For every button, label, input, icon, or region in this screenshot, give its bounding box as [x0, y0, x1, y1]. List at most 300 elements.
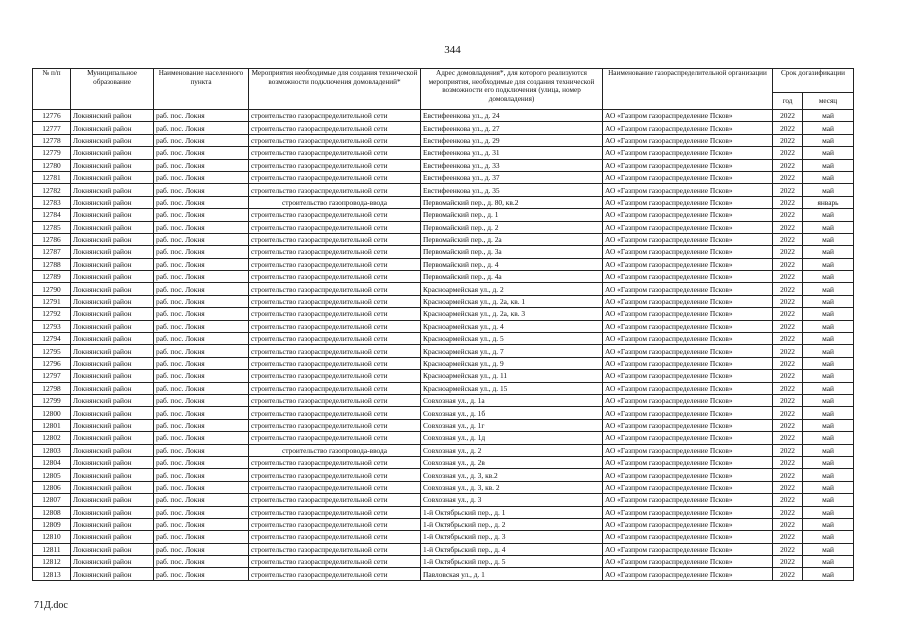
year-cell: 2022 — [773, 171, 803, 183]
month-cell: май — [803, 394, 854, 406]
header-org: Наименование газораспределительной организации — [603, 69, 773, 110]
settlement-cell: раб. пос. Локня — [154, 394, 249, 406]
table-row — [33, 518, 854, 530]
municipality-cell: Локнянский район — [71, 233, 154, 245]
organization-cell: АО «Газпром газораспределение Псков» — [603, 271, 773, 283]
organization-cell: АО «Газпром газораспределение Псков» — [603, 556, 773, 568]
gasification-table — [32, 68, 854, 581]
address-cell: Павловская ул., д. 1 — [421, 568, 603, 580]
settlement-cell: раб. пос. Локня — [154, 506, 249, 518]
municipality-cell: Локнянский район — [71, 221, 154, 233]
measures-cell: строительство газораспределительной сети — [249, 531, 421, 543]
year-cell: 2022 — [773, 481, 803, 493]
row-number: 12780 — [33, 159, 71, 171]
organization-cell: АО «Газпром газораспределение Псков» — [603, 333, 773, 345]
row-number: 12779 — [33, 147, 71, 159]
year-cell: 2022 — [773, 295, 803, 307]
row-number: 12805 — [33, 469, 71, 481]
month-cell: май — [803, 382, 854, 394]
settlement-cell: раб. пос. Локня — [154, 196, 249, 208]
year-cell: 2022 — [773, 258, 803, 270]
table-row — [33, 481, 854, 493]
address-cell: Евстифеенкова ул., д. 33 — [421, 159, 603, 171]
year-cell: 2022 — [773, 271, 803, 283]
address-cell: Совхозная ул., д. 1д — [421, 432, 603, 444]
measures-cell: строительство газораспределительной сети — [249, 122, 421, 134]
municipality-cell: Локнянский район — [71, 531, 154, 543]
organization-cell: АО «Газпром газораспределение Псков» — [603, 320, 773, 332]
settlement-cell: раб. пос. Локня — [154, 568, 249, 580]
address-cell: 1-й Октябрьский пер., д. 1 — [421, 506, 603, 518]
month-cell: май — [803, 122, 854, 134]
measures-cell: строительство газораспределительной сети — [249, 233, 421, 245]
table-row — [33, 370, 854, 382]
organization-cell: АО «Газпром газораспределение Псков» — [603, 394, 773, 406]
table-body — [33, 110, 854, 581]
organization-cell: АО «Газпром газораспределение Псков» — [603, 506, 773, 518]
table-row — [33, 407, 854, 419]
measures-cell: строительство газораспределительной сети — [249, 308, 421, 320]
settlement-cell: раб. пос. Локня — [154, 407, 249, 419]
year-cell: 2022 — [773, 419, 803, 431]
measures-cell: строительство газораспределительной сети — [249, 320, 421, 332]
year-cell: 2022 — [773, 159, 803, 171]
organization-cell: АО «Газпром газораспределение Псков» — [603, 184, 773, 196]
year-cell: 2022 — [773, 333, 803, 345]
table-row — [33, 295, 854, 307]
settlement-cell: раб. пос. Локня — [154, 494, 249, 506]
municipality-cell: Локнянский район — [71, 444, 154, 456]
settlement-cell: раб. пос. Локня — [154, 370, 249, 382]
measures-cell: строительство газораспределительной сети — [249, 258, 421, 270]
header-address: Адрес домовладения*, для которого реализуются мероприятия, необходимые для создания технической возможности его подключения (улица, номер домовладения) — [421, 69, 603, 110]
month-cell: май — [803, 233, 854, 245]
month-cell: май — [803, 494, 854, 506]
measures-cell: строительство газораспределительной сети — [249, 419, 421, 431]
table-row — [33, 134, 854, 146]
table-row — [33, 221, 854, 233]
header-measures: Мероприятия необходимые для создания технической возможности подключения домовладений* — [249, 69, 421, 110]
year-cell: 2022 — [773, 456, 803, 468]
organization-cell: АО «Газпром газораспределение Псков» — [603, 258, 773, 270]
month-cell: май — [803, 531, 854, 543]
month-cell: май — [803, 370, 854, 382]
year-cell: 2022 — [773, 320, 803, 332]
year-cell: 2022 — [773, 233, 803, 245]
year-cell: 2022 — [773, 122, 803, 134]
row-number: 12789 — [33, 271, 71, 283]
year-cell: 2022 — [773, 209, 803, 221]
measures-cell: строительство газораспределительной сети — [249, 568, 421, 580]
row-number: 12781 — [33, 171, 71, 183]
settlement-cell: раб. пос. Локня — [154, 469, 249, 481]
table-row — [33, 506, 854, 518]
page-number: 344 — [444, 44, 461, 56]
year-cell: 2022 — [773, 196, 803, 208]
measures-cell: строительство газораспределительной сети — [249, 333, 421, 345]
municipality-cell: Локнянский район — [71, 345, 154, 357]
municipality-cell: Локнянский район — [71, 370, 154, 382]
address-cell: Красноармейская ул., д. 2а, кв. 1 — [421, 295, 603, 307]
municipality-cell: Локнянский район — [71, 308, 154, 320]
address-cell: Первомайский пер., д. 1 — [421, 209, 603, 221]
organization-cell: АО «Газпром газораспределение Псков» — [603, 494, 773, 506]
row-number: 12797 — [33, 370, 71, 382]
year-cell: 2022 — [773, 494, 803, 506]
table-row — [33, 345, 854, 357]
address-cell: Совхозная ул., д. 2 — [421, 444, 603, 456]
settlement-cell: раб. пос. Локня — [154, 233, 249, 245]
settlement-cell: раб. пос. Локня — [154, 531, 249, 543]
municipality-cell: Локнянский район — [71, 506, 154, 518]
settlement-cell: раб. пос. Локня — [154, 556, 249, 568]
measures-cell: строительство газораспределительной сети — [249, 518, 421, 530]
address-cell: Красноармейская ул., д. 7 — [421, 345, 603, 357]
measures-cell: строительство газораспределительной сети — [249, 370, 421, 382]
organization-cell: АО «Газпром газораспределение Псков» — [603, 456, 773, 468]
municipality-cell: Локнянский район — [71, 456, 154, 468]
settlement-cell: раб. пос. Локня — [154, 333, 249, 345]
year-cell: 2022 — [773, 407, 803, 419]
measures-cell: строительство газораспределительной сети — [249, 357, 421, 369]
table-row — [33, 556, 854, 568]
measures-cell: строительство газораспределительной сети — [249, 456, 421, 468]
organization-cell: АО «Газпром газораспределение Псков» — [603, 543, 773, 555]
month-cell: май — [803, 568, 854, 580]
municipality-cell: Локнянский район — [71, 419, 154, 431]
organization-cell: АО «Газпром газораспределение Псков» — [603, 233, 773, 245]
municipality-cell: Локнянский район — [71, 110, 154, 122]
organization-cell: АО «Газпром газораспределение Псков» — [603, 283, 773, 295]
organization-cell: АО «Газпром газораспределение Псков» — [603, 209, 773, 221]
organization-cell: АО «Газпром газораспределение Псков» — [603, 134, 773, 146]
measures-cell: строительство газораспределительной сети — [249, 283, 421, 295]
row-number: 12810 — [33, 531, 71, 543]
footer-filename: 71Д.doc — [34, 600, 68, 611]
month-cell: май — [803, 271, 854, 283]
settlement-cell: раб. пос. Локня — [154, 308, 249, 320]
settlement-cell: раб. пос. Локня — [154, 221, 249, 233]
settlement-cell: раб. пос. Локня — [154, 271, 249, 283]
municipality-cell: Локнянский район — [71, 271, 154, 283]
row-number: 12793 — [33, 320, 71, 332]
month-cell: май — [803, 147, 854, 159]
row-number: 12785 — [33, 221, 71, 233]
table-row — [33, 333, 854, 345]
table-row — [33, 271, 854, 283]
row-number: 12803 — [33, 444, 71, 456]
municipality-cell: Локнянский район — [71, 171, 154, 183]
address-cell: Совхозная ул., д. 1г — [421, 419, 603, 431]
table-row — [33, 258, 854, 270]
month-cell: май — [803, 556, 854, 568]
row-number: 12791 — [33, 295, 71, 307]
municipality-cell: Локнянский район — [71, 333, 154, 345]
measures-cell: строительство газопровода-ввода — [249, 196, 421, 208]
measures-cell: строительство газораспределительной сети — [249, 134, 421, 146]
year-cell: 2022 — [773, 506, 803, 518]
settlement-cell: раб. пос. Локня — [154, 134, 249, 146]
municipality-cell: Локнянский район — [71, 122, 154, 134]
measures-cell: строительство газопровода-ввода — [249, 444, 421, 456]
row-number: 12801 — [33, 419, 71, 431]
address-cell: Совхозная ул., д. 3 — [421, 494, 603, 506]
year-cell: 2022 — [773, 110, 803, 122]
measures-cell: строительство газораспределительной сети — [249, 543, 421, 555]
municipality-cell: Локнянский район — [71, 196, 154, 208]
settlement-cell: раб. пос. Локня — [154, 456, 249, 468]
measures-cell: строительство газораспределительной сети — [249, 171, 421, 183]
row-number: 12808 — [33, 506, 71, 518]
address-cell: Красноармейская ул., д. 2 — [421, 283, 603, 295]
organization-cell: АО «Газпром газораспределение Псков» — [603, 295, 773, 307]
address-cell: Первомайский пер., д. 4 — [421, 258, 603, 270]
row-number: 12788 — [33, 258, 71, 270]
address-cell: 1-й Октябрьский пер., д. 4 — [421, 543, 603, 555]
measures-cell: строительство газораспределительной сети — [249, 556, 421, 568]
municipality-cell: Локнянский район — [71, 147, 154, 159]
table-row — [33, 432, 854, 444]
municipality-cell: Локнянский район — [71, 134, 154, 146]
organization-cell: АО «Газпром газораспределение Псков» — [603, 531, 773, 543]
row-number: 12782 — [33, 184, 71, 196]
organization-cell: АО «Газпром газораспределение Псков» — [603, 481, 773, 493]
municipality-cell: Локнянский район — [71, 543, 154, 555]
row-number: 12783 — [33, 196, 71, 208]
month-cell: май — [803, 209, 854, 221]
measures-cell: строительство газораспределительной сети — [249, 481, 421, 493]
address-cell: Красноармейская ул., д. 9 — [421, 357, 603, 369]
settlement-cell: раб. пос. Локня — [154, 518, 249, 530]
organization-cell: АО «Газпром газораспределение Псков» — [603, 147, 773, 159]
month-cell: май — [803, 171, 854, 183]
organization-cell: АО «Газпром газораспределение Псков» — [603, 357, 773, 369]
settlement-cell: раб. пос. Локня — [154, 122, 249, 134]
month-cell: май — [803, 320, 854, 332]
year-cell: 2022 — [773, 246, 803, 258]
month-cell: май — [803, 333, 854, 345]
measures-cell: строительство газораспределительной сети — [249, 147, 421, 159]
year-cell: 2022 — [773, 444, 803, 456]
row-number: 12798 — [33, 382, 71, 394]
organization-cell: АО «Газпром газораспределение Псков» — [603, 345, 773, 357]
municipality-cell: Локнянский район — [71, 295, 154, 307]
month-cell: январь — [803, 196, 854, 208]
organization-cell: АО «Газпром газораспределение Псков» — [603, 110, 773, 122]
year-cell: 2022 — [773, 531, 803, 543]
settlement-cell: раб. пос. Локня — [154, 283, 249, 295]
month-cell: май — [803, 543, 854, 555]
measures-cell: строительство газораспределительной сети — [249, 506, 421, 518]
organization-cell: АО «Газпром газораспределение Псков» — [603, 221, 773, 233]
measures-cell: строительство газораспределительной сети — [249, 246, 421, 258]
year-cell: 2022 — [773, 568, 803, 580]
settlement-cell: раб. пос. Локня — [154, 382, 249, 394]
measures-cell: строительство газораспределительной сети — [249, 394, 421, 406]
table-row — [33, 394, 854, 406]
municipality-cell: Локнянский район — [71, 320, 154, 332]
table-row — [33, 110, 854, 122]
table-row — [33, 308, 854, 320]
municipality-cell: Локнянский район — [71, 357, 154, 369]
settlement-cell: раб. пос. Локня — [154, 432, 249, 444]
row-number: 12807 — [33, 494, 71, 506]
month-cell: май — [803, 246, 854, 258]
table-row — [33, 283, 854, 295]
table-row — [33, 456, 854, 468]
table-row — [33, 568, 854, 580]
month-cell: май — [803, 357, 854, 369]
organization-cell: АО «Газпром газораспределение Псков» — [603, 518, 773, 530]
header-municipality: Муниципальное образование — [71, 69, 154, 110]
address-cell: Евстифеенкова ул., д. 31 — [421, 147, 603, 159]
year-cell: 2022 — [773, 518, 803, 530]
month-cell: май — [803, 469, 854, 481]
table-row — [33, 246, 854, 258]
month-cell: май — [803, 506, 854, 518]
municipality-cell: Локнянский район — [71, 432, 154, 444]
measures-cell: строительство газораспределительной сети — [249, 407, 421, 419]
municipality-cell: Локнянский район — [71, 258, 154, 270]
year-cell: 2022 — [773, 543, 803, 555]
year-cell: 2022 — [773, 394, 803, 406]
month-cell: май — [803, 432, 854, 444]
row-number: 12813 — [33, 568, 71, 580]
settlement-cell: раб. пос. Локня — [154, 159, 249, 171]
month-cell: май — [803, 308, 854, 320]
municipality-cell: Локнянский район — [71, 494, 154, 506]
table-row — [33, 209, 854, 221]
organization-cell: АО «Газпром газораспределение Псков» — [603, 159, 773, 171]
organization-cell: АО «Газпром газораспределение Псков» — [603, 196, 773, 208]
municipality-cell: Локнянский район — [71, 283, 154, 295]
table-row — [33, 196, 854, 208]
row-number: 12796 — [33, 357, 71, 369]
table-row — [33, 233, 854, 245]
address-cell: Совхозная ул., д. 3, кв.2 — [421, 469, 603, 481]
row-number: 12802 — [33, 432, 71, 444]
table-row — [33, 494, 854, 506]
settlement-cell: раб. пос. Локня — [154, 444, 249, 456]
header-num: № п/п — [33, 69, 71, 110]
address-cell: 1-й Октябрьский пер., д. 3 — [421, 531, 603, 543]
month-cell: май — [803, 518, 854, 530]
table-row — [33, 184, 854, 196]
table-row — [33, 147, 854, 159]
table-row — [33, 531, 854, 543]
settlement-cell: раб. пос. Локня — [154, 345, 249, 357]
address-cell: Первомайский пер., д. 2 — [421, 221, 603, 233]
address-cell: Красноармейская ул., д. 11 — [421, 370, 603, 382]
year-cell: 2022 — [773, 382, 803, 394]
month-cell: май — [803, 134, 854, 146]
municipality-cell: Локнянский район — [71, 518, 154, 530]
table-row — [33, 320, 854, 332]
organization-cell: АО «Газпром газораспределение Псков» — [603, 308, 773, 320]
address-cell: Первомайский пер., д. 2а — [421, 233, 603, 245]
settlement-cell: раб. пос. Локня — [154, 295, 249, 307]
month-cell: май — [803, 456, 854, 468]
year-cell: 2022 — [773, 345, 803, 357]
address-cell: Красноармейская ул., д. 15 — [421, 382, 603, 394]
measures-cell: строительство газораспределительной сети — [249, 469, 421, 481]
address-cell: Красноармейская ул., д. 2а, кв. 3 — [421, 308, 603, 320]
address-cell: Первомайский пер., д. 3а — [421, 246, 603, 258]
measures-cell: строительство газораспределительной сети — [249, 494, 421, 506]
address-cell: Евстифеенкова ул., д. 37 — [421, 171, 603, 183]
address-cell: Совхозная ул., д. 1б — [421, 407, 603, 419]
row-number: 12778 — [33, 134, 71, 146]
address-cell: 1-й Октябрьский пер., д. 5 — [421, 556, 603, 568]
organization-cell: АО «Газпром газораспределение Псков» — [603, 122, 773, 134]
row-number: 12784 — [33, 209, 71, 221]
municipality-cell: Локнянский район — [71, 481, 154, 493]
measures-cell: строительство газораспределительной сети — [249, 432, 421, 444]
organization-cell: АО «Газпром газораспределение Псков» — [603, 444, 773, 456]
table-row — [33, 171, 854, 183]
table-row — [33, 444, 854, 456]
month-cell: май — [803, 221, 854, 233]
month-cell: май — [803, 481, 854, 493]
address-cell: Красноармейская ул., д. 5 — [421, 333, 603, 345]
settlement-cell: раб. пос. Локня — [154, 543, 249, 555]
row-number: 12790 — [33, 283, 71, 295]
organization-cell: АО «Газпром газораспределение Псков» — [603, 568, 773, 580]
year-cell: 2022 — [773, 147, 803, 159]
address-cell: Евстифеенкова ул., д. 27 — [421, 122, 603, 134]
settlement-cell: раб. пос. Локня — [154, 184, 249, 196]
municipality-cell: Локнянский район — [71, 159, 154, 171]
municipality-cell: Локнянский район — [71, 394, 154, 406]
measures-cell: строительство газораспределительной сети — [249, 271, 421, 283]
municipality-cell: Локнянский район — [71, 209, 154, 221]
year-cell: 2022 — [773, 432, 803, 444]
settlement-cell: раб. пос. Локня — [154, 147, 249, 159]
municipality-cell: Локнянский район — [71, 246, 154, 258]
row-number: 12786 — [33, 233, 71, 245]
address-cell: Первомайский пер., д. 4а — [421, 271, 603, 283]
table-header — [33, 69, 854, 110]
header-deadline: Срок догазификации — [773, 69, 854, 93]
month-cell: май — [803, 419, 854, 431]
row-number: 12795 — [33, 345, 71, 357]
organization-cell: АО «Газпром газораспределение Псков» — [603, 382, 773, 394]
month-cell: май — [803, 283, 854, 295]
month-cell: май — [803, 184, 854, 196]
settlement-cell: раб. пос. Локня — [154, 246, 249, 258]
month-cell: май — [803, 345, 854, 357]
month-cell: май — [803, 444, 854, 456]
row-number: 12777 — [33, 122, 71, 134]
measures-cell: строительство газораспределительной сети — [249, 295, 421, 307]
municipality-cell: Локнянский район — [71, 469, 154, 481]
organization-cell: АО «Газпром газораспределение Псков» — [603, 246, 773, 258]
month-cell: май — [803, 258, 854, 270]
settlement-cell: раб. пос. Локня — [154, 481, 249, 493]
year-cell: 2022 — [773, 283, 803, 295]
municipality-cell: Локнянский район — [71, 407, 154, 419]
address-cell: Евстифеенкова ул., д. 35 — [421, 184, 603, 196]
row-number: 12794 — [33, 333, 71, 345]
measures-cell: строительство газораспределительной сети — [249, 382, 421, 394]
measures-cell: строительство газораспределительной сети — [249, 345, 421, 357]
month-cell: май — [803, 295, 854, 307]
header-month: месяц — [803, 93, 854, 110]
address-cell: Евстифеенкова ул., д. 24 — [421, 110, 603, 122]
row-number: 12787 — [33, 246, 71, 258]
year-cell: 2022 — [773, 134, 803, 146]
municipality-cell: Локнянский район — [71, 184, 154, 196]
